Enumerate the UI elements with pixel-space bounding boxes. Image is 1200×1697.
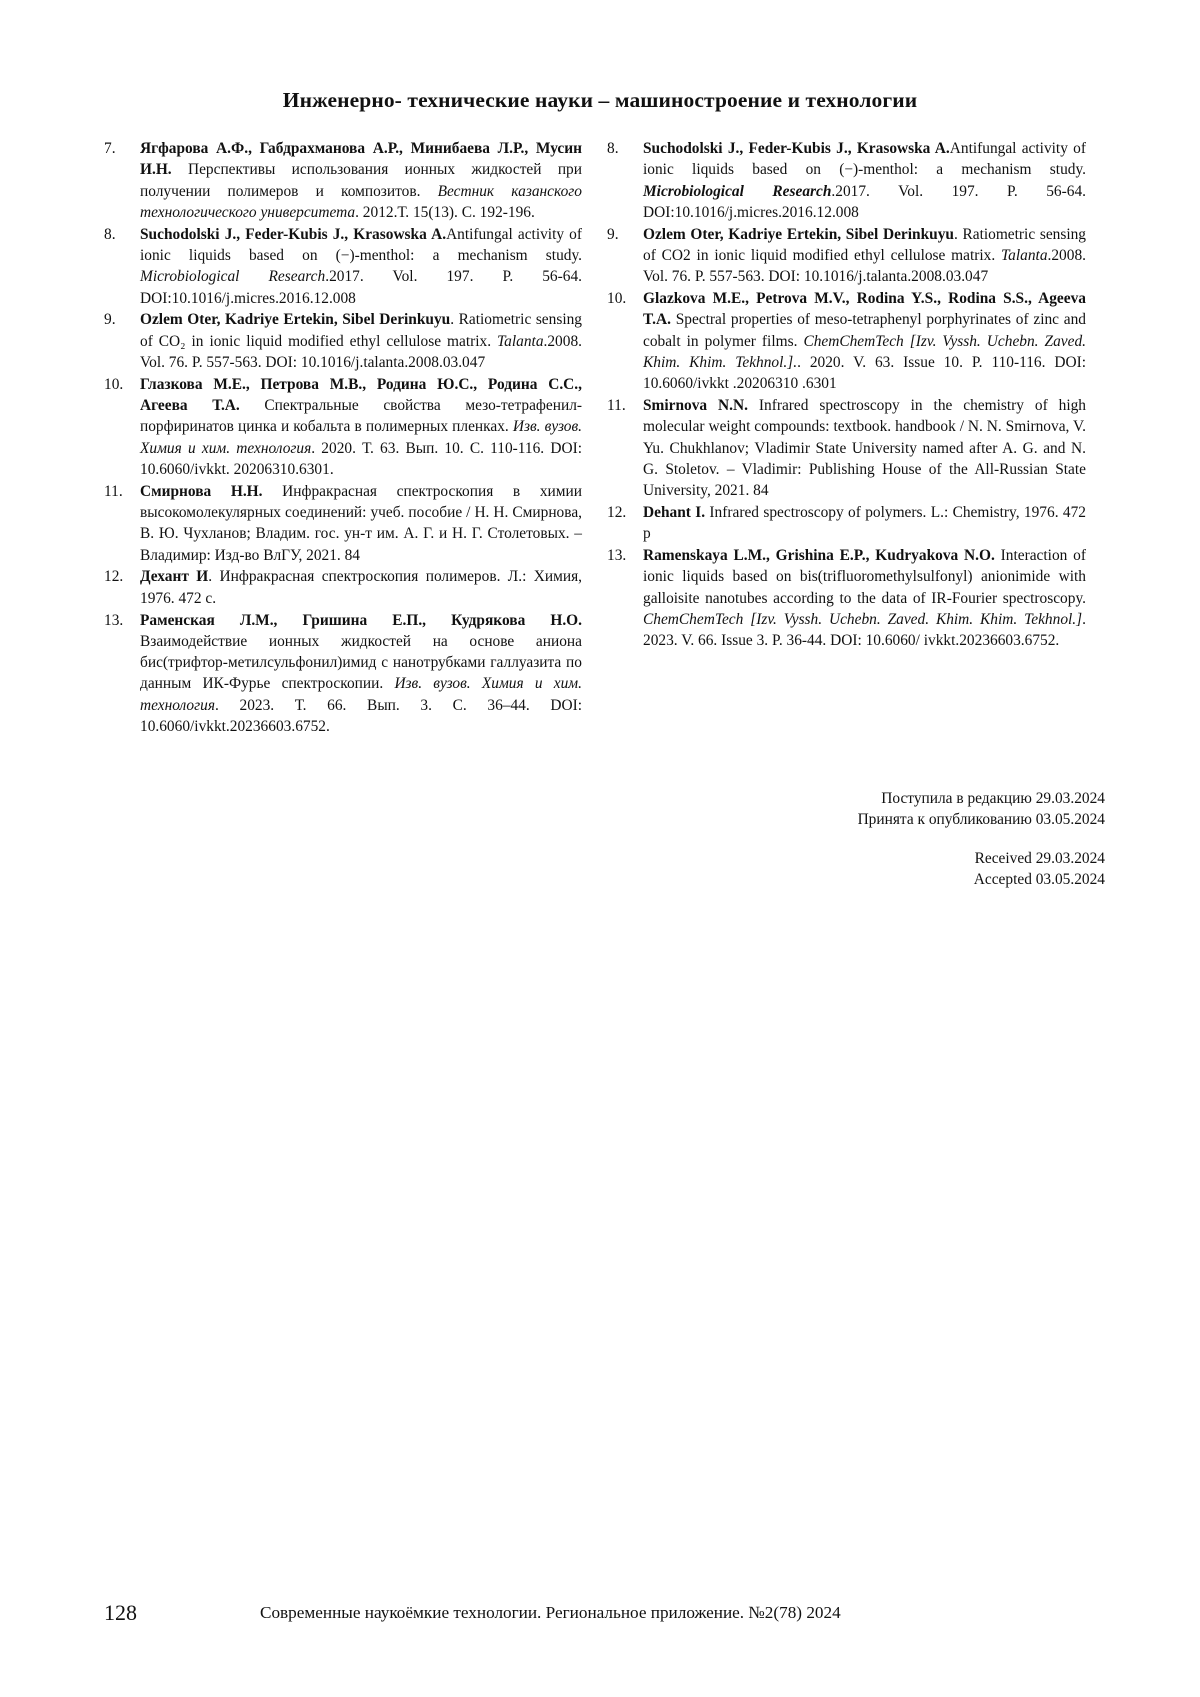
reference-title: Antifungal activity of ionic liquids based on (−)-menthol: a mechanism study. [140,225,582,264]
reference-authors: Suchodolski J., Feder-Kubis J., Krasowska A. [140,225,447,243]
reference-item [607,395,1086,501]
reference-item [607,288,1086,394]
reference-authors: Дехант И [140,568,209,586]
reference-item [607,224,1086,288]
reference-text [140,224,582,309]
received-date-en: Received 29.03.2024 [974,850,1105,867]
reference-title: Antifungal activity of ionic liquids based on (−)-menthol: a mechanism study. [643,140,1086,179]
reference-number: 8. [104,225,116,243]
reference-authors: Ягфарова А.Ф., Габдрахманова А.Р., Минибаева Л.Р., Мусин И.Н. [140,140,582,179]
reference-number: 12. [104,568,124,586]
reference-item [104,566,582,609]
reference-authors: Раменская Л.М., Гришина Е.П., Кудрякова Н.О. [140,611,582,629]
reference-item [607,138,1086,223]
reference-details: . 2023. Т. 66. Вып. 3. С. 36–44. DOI: 10.6060/ivkkt.20236603.6752. [140,696,582,736]
reference-item [104,309,582,373]
reference-number: 13. [104,611,124,629]
reference-item [104,610,582,738]
reference-title: Инфракрасная спектроскопия в химии высокомолекулярных соединений: учеб. пособие / Н. Н. Смирнова, В. Ю. Чухланов; Владим. гос. ун-т им. А. Г. и Н. Г. Столетовых. – Владимир: Изд-во ВлГУ, 2021. 84 [140,482,582,564]
reference-details: .2008. Vol. 76. P. 557-563. DOI: 10.1016/j.talanta.2008.03.047 [643,246,1086,286]
reference-authors: Смирнова Н.Н. [140,482,263,500]
reference-number: 10. [607,290,627,308]
reference-text [140,374,582,480]
reference-journal: ChemChemTech [Izv. Vyssh. Uchebn. Zaved. Khim. Khim. Tekhnol.] [643,611,1083,629]
reference-authors: Ozlem Oter, Kadriye Ertekin, Sibel Derinkuyu [643,225,954,243]
reference-text [643,502,1086,545]
reference-authors: Suchodolski J., Feder-Kubis J., Krasowska A. [643,140,950,157]
page-number: 128 [104,1600,137,1625]
reference-item [104,224,582,309]
reference-title: Перспективы использования ионных жидкостей при получении полимеров и композитов. [140,161,582,200]
reference-item [104,481,582,566]
submission-dates-en [974,848,1105,891]
reference-title: . Инфракрасная спектроскопия полимеров. Л.: Химия, 1976. 472 с. [140,568,582,607]
reference-journal: Изв. вузов. Химия и хим. технология [140,418,582,457]
reference-item [607,545,1086,651]
reference-number: 10. [104,375,124,393]
reference-text [140,309,582,373]
reference-title: Spectral properties of meso-tetraphenyl porphyrinates of zinc and cobalt in polymer films. [643,311,1086,350]
reference-details: . 2023. V. 66. Issue 3. P. 36-44. DOI: 10.6060/ ivkkt.20236603.6752. [643,611,1086,650]
reference-number: 8. [607,140,619,157]
reference-journal: Microbiological Research [643,182,832,200]
reference-authors: Ozlem Oter, Kadriye Ertekin, Sibel Derinkuyu [140,311,451,329]
reference-text [140,566,582,609]
reference-details: .2017. Vol. 197. P. 56-64. DOI:10.1016/j.micres.2016.12.008 [140,268,582,307]
reference-authors: Glazkova M.E., Petrova M.V., Rodina Y.S., Rodina S.S., Ageeva T.A. [643,290,1086,329]
reference-text [643,224,1086,288]
reference-title: Interaction of ionic liquids based on bis(trifluoromethylsulfonyl) anionimide with galloisite nanotubes according to the data of IR-Fourier spectroscopy. [643,547,1086,607]
journal-title: Современные наукоёмкие технологии. Региональное приложение. №2(78) 2024 [260,1603,841,1622]
reference-number: 11. [104,482,123,500]
page-header: Инженерно- технические науки – машиностроение и технологии [282,88,918,112]
reference-text [643,138,1086,223]
reference-title: Infrared spectroscopy of polymers. L.: Chemistry, 1976. 472 p [643,504,1086,543]
accepted-date-ru: Принята к опубликованию 03.05.2024 [857,811,1105,829]
reference-journal: Talanta [497,332,544,350]
reference-text [643,288,1086,394]
reference-journal: Microbiological Research [140,268,326,286]
reference-number: 9. [104,311,116,329]
reference-details: . 2020. V. 63. Issue 10. P. 110-116. DOI: 10.6060/ivkkt .20206310 .6301 [643,353,1086,393]
reference-item [104,374,582,480]
reference-authors: Dehant I. [643,504,706,522]
reference-text [643,545,1086,651]
reference-number: 12. [607,504,627,522]
references-right-column [607,138,1086,652]
reference-number: 11. [607,397,626,415]
references-left-column [104,138,582,738]
reference-details: .2017. Vol. 197. P. 56-64. DOI:10.1016/j.micres.2016.12.008 [643,182,1086,221]
reference-text [140,138,582,223]
reference-journal: ChemChemTech [Izv. Vyssh. Uchebn. Zaved. Khim. Khim. Tekhnol.]. [643,332,1086,371]
reference-authors: Ramenskaya L.M., Grishina E.P., Kudryakova N.O. [643,547,995,565]
reference-authors: Глазкова М.Е., Петрова М.В., Родина Ю.С., Родина С.С., Агеева Т.А. [140,375,582,415]
reference-title: Спектральные свойства мезо-тетрафенил-порфиринатов цинка и кобальта в полимерных пленках. [140,397,582,436]
reference-details: . 2012.Т. 15(13). С. 192-196. [355,203,535,221]
reference-journal: Вестник казанского технологического университета [140,182,582,221]
reference-item [104,138,582,223]
received-date-ru: Поступила в редакцию 29.03.2024 [881,790,1105,807]
reference-authors: Smirnova N.N. [643,397,748,415]
reference-title: . Ratiometric sensing of CO2 in ionic liquid modified ethyl cellulose matrix. [643,225,1086,264]
reference-item [607,502,1086,545]
reference-title: Infrared spectroscopy in the chemistry of high molecular weight compounds: textbook. handbook / N. N. Smirnova, V. Yu. Chukhlanov; Vladimir State University named after A. G. and N. G. Stoletov. – Vladimir: Publishing House of the All-Russian State University, 2021. 84 [643,397,1087,500]
reference-journal: Изв. вузов. Химия и хим. технология [140,675,582,714]
reference-title: . Ratiometric sensing of CO₂ in ionic liquid modified ethyl cellulose matrix. [140,311,582,350]
reference-title: Взаимодействие ионных жидкостей на основе аниона бис(трифтор-метилсульфонил)имид с нанотрубками галлуазита по данным ИК-Фурье спектроскопии. [140,632,582,693]
accepted-date-en: Accepted 03.05.2024 [973,871,1105,889]
reference-journal: Talanta [1001,246,1048,264]
reference-details: . 2020. Т. 63. Вып. 10. С. 110-116. DOI: 10.6060/ivkkt. 20206310.6301. [140,439,582,478]
reference-number: 13. [607,547,627,565]
submission-dates-ru [858,788,1105,831]
reference-text [643,395,1086,501]
reference-text [140,481,582,566]
reference-number: 7. [104,140,116,157]
page-footer [0,1600,1200,1630]
reference-number: 9. [607,225,619,243]
reference-details: .2008. Vol. 76. P. 557-563. DOI: 10.1016/j.talanta.2008.03.047 [140,332,582,371]
reference-text [140,610,582,738]
